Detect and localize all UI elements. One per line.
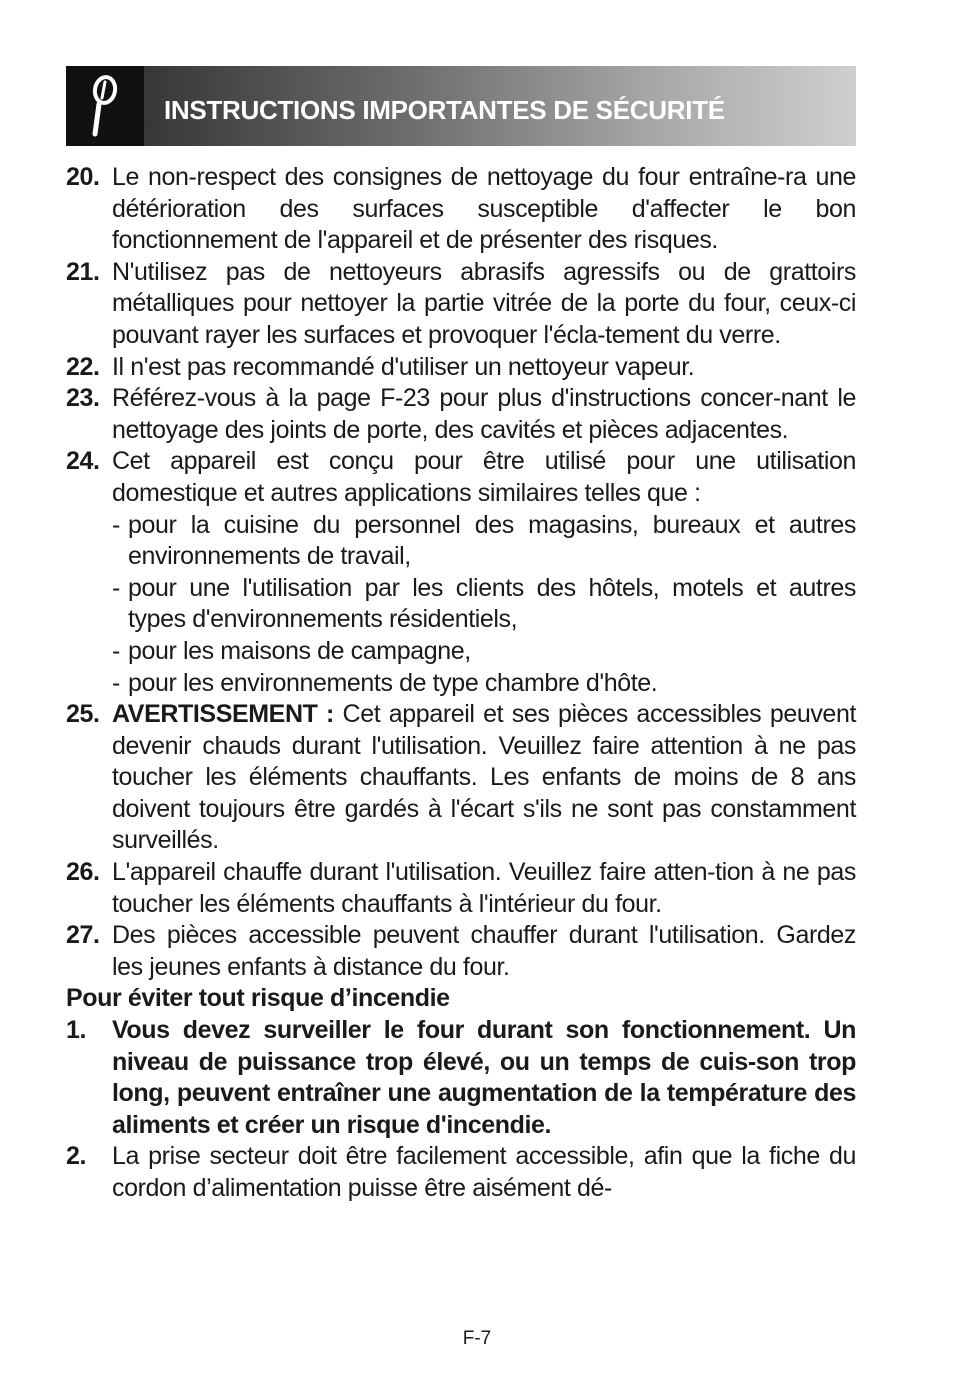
item-body xyxy=(112,699,856,857)
instruction-item-25 xyxy=(66,699,856,857)
sub-list-item xyxy=(112,668,856,700)
dash-marker: - xyxy=(112,510,120,539)
item-text: L'appareil chauffe durant l'utilisation. Veuillez faire atten-tion à ne pas toucher les éléments chauffants à l'intérieur du four. xyxy=(112,858,856,918)
item-text: Il n'est pas recommandé d'utiliser un nettoyeur vapeur. xyxy=(112,352,695,381)
sub-list-item xyxy=(112,573,856,636)
item-number: 2. xyxy=(66,1142,87,1171)
sub-list-item xyxy=(112,636,856,668)
warning-icon-box xyxy=(66,66,144,146)
item-number: 20. xyxy=(66,163,100,191)
instruction-item-21 xyxy=(66,257,856,352)
instruction-item-23 xyxy=(66,383,856,446)
item-body xyxy=(112,446,856,699)
sub-item-text: pour la cuisine du personnel des magasins, bureaux et autres environnements de travail, xyxy=(128,510,856,571)
item-text: Cet appareil est conçu pour être utilisé pour une utilisation domestique et autres applications similaires telles que : xyxy=(112,447,856,507)
item-number: 24. xyxy=(66,447,100,476)
item-text: Référez-vous à la page F-23 pour plus d'instructions concer-nant le nettoyage des joints de porte, des cavités et pièces adjacentes. xyxy=(112,384,856,444)
instruction-item-20 xyxy=(66,162,856,257)
instruction-item-22 xyxy=(66,352,856,384)
sub-item-text: pour les maisons de campagne, xyxy=(128,636,471,665)
fire-item-2 xyxy=(66,1141,856,1204)
warning-exclamation-icon xyxy=(85,74,125,138)
fire-item-1 xyxy=(66,1015,856,1141)
section-title: INSTRUCTIONS IMPORTANTES DE SÉCURITÉ xyxy=(164,94,725,125)
item-text: N'utilisez pas de nettoyeurs abrasifs agressifs ou de grattoirs métalliques pour nettoyer la partie vitrée de la porte du four, ceux-ci pouvant rayer les surfaces et provoquer l'écla-tement du verre. xyxy=(112,257,856,349)
page-number: F-7 xyxy=(462,1328,492,1349)
dash-marker: - xyxy=(112,668,120,697)
sub-item-text: pour une l'utilisation par les clients des hôtels, motels et autres types d'environnements résidentiels, xyxy=(128,573,856,634)
section-header xyxy=(66,66,856,146)
item-number: 27. xyxy=(66,921,100,950)
item-number: 1. xyxy=(66,1016,87,1045)
item-number: 22. xyxy=(66,352,100,381)
dash-marker: - xyxy=(112,573,120,602)
item-text: Vous devez surveiller le four durant son fonctionnement. Un niveau de puissance trop élevé, ou un temps de cuis-son trop long, peuvent entraîner une augmentation de la température des aliments et créer un risque d'incendie. xyxy=(112,1016,856,1139)
instruction-item-24 xyxy=(66,446,856,699)
fire-section-heading: Pour éviter tout risque d’incendie xyxy=(66,984,450,1013)
dash-marker: - xyxy=(112,636,120,665)
item-number: 21. xyxy=(66,257,100,286)
item-text: Des pièces accessible peuvent chauffer durant l'utilisation. Gardez les jeunes enfants à distance du four. xyxy=(112,921,856,981)
item-text: Le non-respect des consignes de nettoyage du four entraîne-ra une détérioration des surfaces susceptible d'affecter le bon fonctionnement de l'appareil et de présenter des risques. xyxy=(112,163,856,255)
item-number: 23. xyxy=(66,384,100,413)
item-number: 25. xyxy=(66,700,100,729)
item-text: La prise secteur doit être facilement accessible, afin que la fiche du cordon d’alimentation puisse être aisément dé- xyxy=(112,1142,856,1202)
item-number: 26. xyxy=(66,858,100,887)
sub-item-text: pour les environnements de type chambre d'hôte. xyxy=(128,668,658,697)
instruction-item-27 xyxy=(66,920,856,983)
warning-label: AVERTISSEMENT : xyxy=(112,700,334,729)
instructions-body xyxy=(66,162,856,1205)
sub-list-item xyxy=(112,510,856,573)
instruction-item-26 xyxy=(66,857,856,920)
item-text: Cet appareil et ses pièces accessibles peuvent devenir chauds durant l'utilisation. Veuillez faire attention à ne pas toucher les éléments chauffants. Les enfants de moins de 8 ans doivent toujours être gardés à l'écart s'ils ne sont pas constamment surveillés. xyxy=(112,700,856,855)
